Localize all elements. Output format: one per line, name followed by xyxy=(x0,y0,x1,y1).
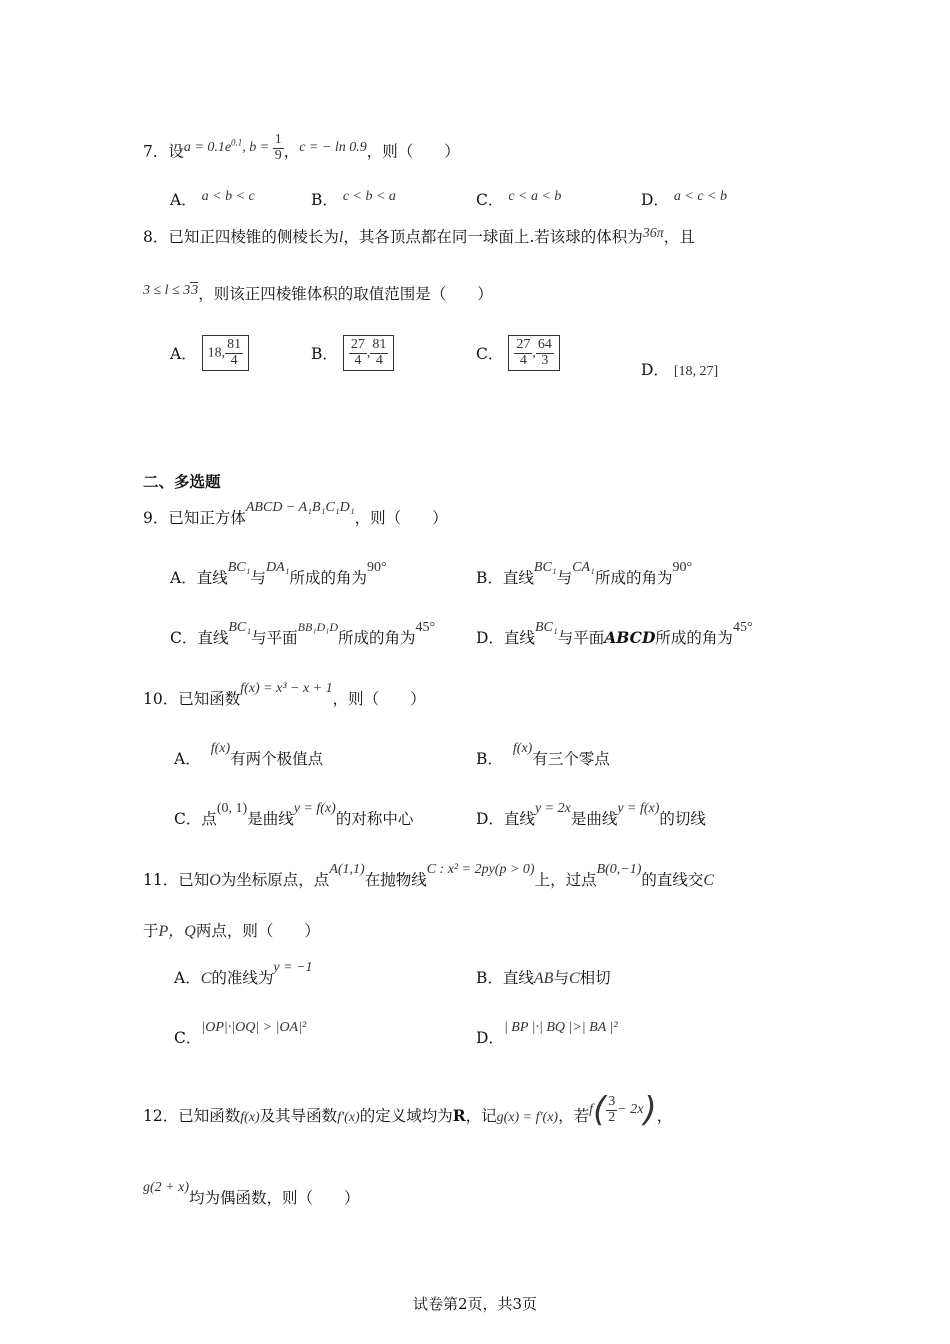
q10-stem: 10．已知函数f(x) = x³ − x + 1，则（ ） xyxy=(143,681,426,708)
q7-option-b[interactable]: B． c < b < a xyxy=(311,189,396,209)
q11-stem-line1: 11．已知O为坐标原点，点A(1,1)在抛物线C : x² = 2py(p > 0)上，过点B(0,−1)的直线交C xyxy=(143,862,715,889)
q8-condition: 3 ≤ l ≤ 33 xyxy=(143,283,199,298)
q11-option-c[interactable]: C．|OP|·|OQ| > |OA|² xyxy=(174,1020,307,1047)
q7-stem: 7．设$a = 0.1e^{0.1}$, b = $\frac{1}{9}$ ，c = − ln 0.9，则（ ） xyxy=(143,132,460,163)
q9-option-b[interactable]: B．直线BC₁与CA₁所成的角为90° xyxy=(476,560,693,587)
q8-stem-line1: 8．已知正四棱锥的侧棱长为l，其各顶点都在同一球面上.若该球的体积为36π，且 xyxy=(143,226,695,246)
q9-stem: 9．已知正方体ABCD − A₁B₁C₁D₁，则（ ） xyxy=(143,500,448,527)
q7-b-fraction: $\frac{1}{9}$ xyxy=(274,132,282,163)
q8-option-a[interactable]: A． 18, $\frac{81}{4}$ xyxy=(170,335,249,371)
q12-stem-line1: 12．已知函数f(x)及其导函数f′(x)的定义域均为R，记g(x) = f′(x)，若f( $\frac{3}{2}$ − 2x)， xyxy=(143,1090,673,1130)
q10-option-d[interactable]: D．直线y = 2x是曲线y = f(x)的切线 xyxy=(476,801,706,828)
page-footer: 试卷第2页，共3页 xyxy=(412,1295,538,1313)
q8-option-b[interactable]: B． $\frac{27}{4}$ , $\frac{81}{4}$ xyxy=(311,335,394,371)
q7-c-expr: c = − ln 0.9 xyxy=(299,140,367,156)
section-title: 二、多选题 xyxy=(143,472,221,491)
q8-option-d[interactable]: D． [18, 27] xyxy=(641,361,719,379)
q9-option-c[interactable]: C．直线BC₁与平面$^{BB_1D_1D}$所成的角为45° xyxy=(170,620,436,647)
q11-option-b[interactable]: B．直线AB与C相切 xyxy=(476,969,611,987)
q12-f-arg: f( $\frac{3}{2}$ − 2x) xyxy=(589,1090,657,1130)
q8-option-c[interactable]: C． $\frac{27}{4}$ , $\frac{64}{3}$ xyxy=(476,335,560,371)
q10-option-a[interactable]: A．f(x)有两个极值点 xyxy=(174,741,324,768)
q8-stem-line2: 3 ≤ l ≤ 33，则该正四棱锥体积的取值范围是（ ） xyxy=(143,283,493,303)
q7-a-expr: $a = 0.1e^{0.1}$, b = $\frac{1}{9}$ xyxy=(183,132,282,163)
q10-option-c[interactable]: C．点(0, 1)是曲线y = f(x)的对称中心 xyxy=(174,801,414,828)
q7-option-d[interactable]: D． a < c < b xyxy=(641,189,727,209)
q11-option-a[interactable]: A．C的准线为y = −1 xyxy=(174,960,313,987)
q10-option-b[interactable]: B．f(x)有三个零点 xyxy=(476,741,610,768)
q9-option-d[interactable]: D．直线BC₁与平面ABCD所成的角为45° xyxy=(476,620,753,647)
q7-option-c[interactable]: C． c < a < b xyxy=(476,189,562,209)
q11-option-d[interactable]: D．| BP |·| BQ |>| BA |² xyxy=(476,1020,618,1047)
q7-option-a[interactable]: A． a < b < c xyxy=(170,189,255,209)
q11-stem-line2: 于P，Q两点，则（ ） xyxy=(143,922,320,940)
q12-stem-line2: g(2 + x)均为偶函数，则（ ） xyxy=(143,1180,360,1207)
q9-option-a[interactable]: A．直线BC₁与DA₁所成的角为90° xyxy=(170,560,387,587)
